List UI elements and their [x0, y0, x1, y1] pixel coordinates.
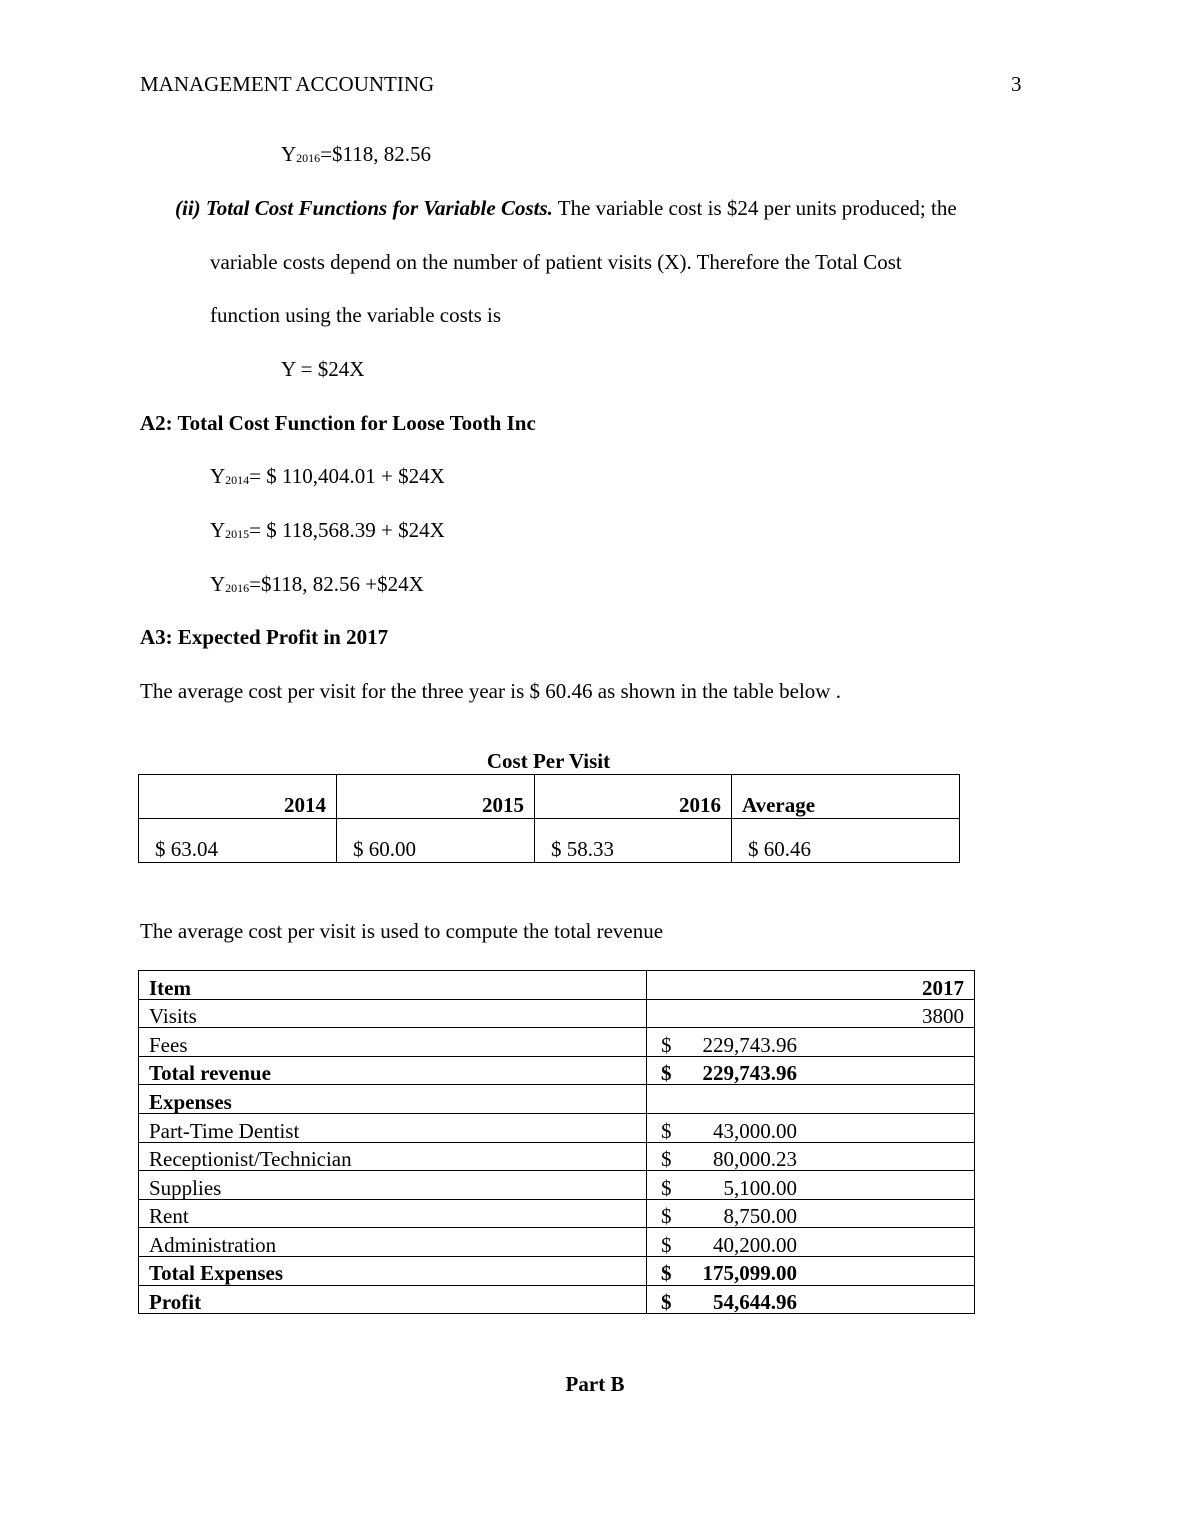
currency-symbol: $: [661, 1147, 672, 1172]
amount: [657, 1062, 797, 1084]
equation-year-subscript: 2014: [225, 473, 250, 487]
amount-value: 40,200.00: [713, 1232, 797, 1257]
amount-value: 175,099.00: [702, 1261, 797, 1286]
amount: [657, 1234, 797, 1256]
profit-table: [138, 970, 975, 1314]
table-row: [139, 1256, 975, 1285]
table-row: [139, 1285, 975, 1314]
currency-symbol: $: [661, 1204, 672, 1229]
header-2014: 2014: [139, 775, 337, 819]
header-2015: 2015: [337, 775, 535, 819]
table-row: [139, 819, 960, 863]
currency-symbol: $: [661, 1261, 672, 1286]
header-item: Item: [139, 971, 647, 1000]
value-average: $ 60.46: [732, 819, 960, 863]
equation-y2016-fixed: [281, 142, 431, 167]
row-amount-cell: [647, 1171, 975, 1200]
a3-intro: The average cost per visit for the three year is $ 60.46 as shown in the table below .: [140, 679, 841, 703]
cost-per-visit-table: [138, 774, 960, 863]
amount-value: 229,743.96: [702, 1061, 797, 1086]
row-amount-cell: [647, 1228, 975, 1257]
amount-value: 80,000.23: [713, 1147, 797, 1172]
equation-symbol: Y: [210, 518, 226, 542]
a2-heading: A2: Total Cost Function for Loose Tooth Inc: [140, 411, 536, 435]
amount: [657, 1148, 797, 1170]
a3-heading: A3: Expected Profit in 2017: [140, 625, 389, 649]
table-header-row: [139, 971, 975, 1000]
row-label: Supplies: [139, 1171, 647, 1200]
table-row: [139, 1085, 975, 1114]
value-2016: $ 58.33: [535, 819, 732, 863]
row-amount-cell: [647, 1085, 975, 1114]
amount: [657, 1205, 797, 1227]
row-amount-cell: [647, 1142, 975, 1171]
row-label: Receptionist/Technician: [139, 1142, 647, 1171]
header-2016: 2016: [535, 775, 732, 819]
equation-rhs: = $ 110,404.01 + $24X: [249, 464, 445, 488]
row-label: Part-Time Dentist: [139, 1113, 647, 1142]
table-row: [139, 1028, 975, 1057]
value-2014: $ 63.04: [139, 819, 337, 863]
header-average: Average: [732, 775, 960, 819]
equation-rhs: = $ 118,568.39 + $24X: [249, 518, 445, 542]
equation-symbol: Y: [210, 464, 226, 488]
section-ii-line1-text: The variable cost is $24 per units produced; the: [557, 196, 957, 220]
currency-symbol: $: [661, 1032, 672, 1057]
equation-year-subscript: 2016: [225, 581, 250, 595]
row-amount-cell: [647, 1199, 975, 1228]
equation-y2016: [210, 572, 424, 597]
amount-value: 5,100.00: [723, 1175, 797, 1200]
header-2017: 2017: [647, 971, 975, 1000]
equation-year-subscript: 2015: [225, 527, 250, 541]
cost-per-visit-title: Cost Per Visit: [486, 749, 611, 773]
amount-value: 54,644.96: [713, 1290, 797, 1315]
value-2015: $ 60.00: [337, 819, 535, 863]
revenue-note: The average cost per visit is used to compute the total revenue: [140, 919, 664, 943]
row-amount-cell: [647, 1285, 975, 1314]
currency-symbol: $: [661, 1232, 672, 1257]
table-row: [139, 999, 975, 1028]
running-header: MANAGEMENT ACCOUNTING: [140, 72, 435, 96]
equation-y2015: [210, 518, 445, 543]
row-label: Rent: [139, 1199, 647, 1228]
equation-rhs: =$118, 82.56: [320, 142, 431, 166]
amount-value: 229,743.96: [702, 1032, 797, 1057]
amount: [657, 1291, 797, 1313]
currency-symbol: $: [661, 1118, 672, 1143]
part-b-heading: Part B: [565, 1372, 625, 1396]
equation-rhs: =$118, 82.56 +$24X: [249, 572, 424, 596]
amount: [657, 1091, 797, 1113]
page-number: 3: [1011, 72, 1022, 96]
table-row: [139, 1113, 975, 1142]
row-label: Administration: [139, 1228, 647, 1257]
section-ii-line2: variable costs depend on the number of patient visits (X). Therefore the Total Cost: [210, 250, 902, 274]
row-amount-cell: [647, 1113, 975, 1142]
row-label: Total Expenses: [139, 1256, 647, 1285]
currency-symbol: $: [661, 1175, 672, 1200]
equation-symbol: Y: [281, 142, 297, 166]
row-label: Visits: [139, 999, 647, 1028]
row-label: Expenses: [139, 1085, 647, 1114]
row-label: Profit: [139, 1285, 647, 1314]
row-label: Total revenue: [139, 1056, 647, 1085]
amount: [657, 1120, 797, 1142]
section-ii-line3: function using the variable costs is: [210, 303, 502, 327]
row-amount-cell: [647, 1256, 975, 1285]
row-amount-cell: [647, 1056, 975, 1085]
equation-year-subscript: 2016: [296, 151, 321, 165]
amount: [657, 1177, 797, 1199]
section-ii-line1: [175, 196, 957, 221]
equation-symbol: Y: [210, 572, 226, 596]
equation-y2014: [210, 464, 445, 489]
table-header-row: [139, 775, 960, 819]
section-ii-label: (ii) Total Cost Functions for Variable Costs.: [175, 196, 553, 220]
row-amount-cell: [647, 1028, 975, 1057]
amount-value: 43,000.00: [713, 1118, 797, 1143]
table-row: [139, 1228, 975, 1257]
table-row: [139, 1142, 975, 1171]
table-row: [139, 1171, 975, 1200]
table-row: [139, 1199, 975, 1228]
amount: [657, 1262, 797, 1284]
row-label: Fees: [139, 1028, 647, 1057]
amount: [657, 1034, 797, 1056]
amount-value: 8,750.00: [723, 1204, 797, 1229]
currency-symbol: $: [661, 1290, 672, 1315]
currency-symbol: $: [661, 1061, 672, 1086]
table-row: [139, 1056, 975, 1085]
visits-value: 3800: [647, 999, 975, 1028]
variable-cost-equation: Y = $24X: [281, 357, 365, 381]
